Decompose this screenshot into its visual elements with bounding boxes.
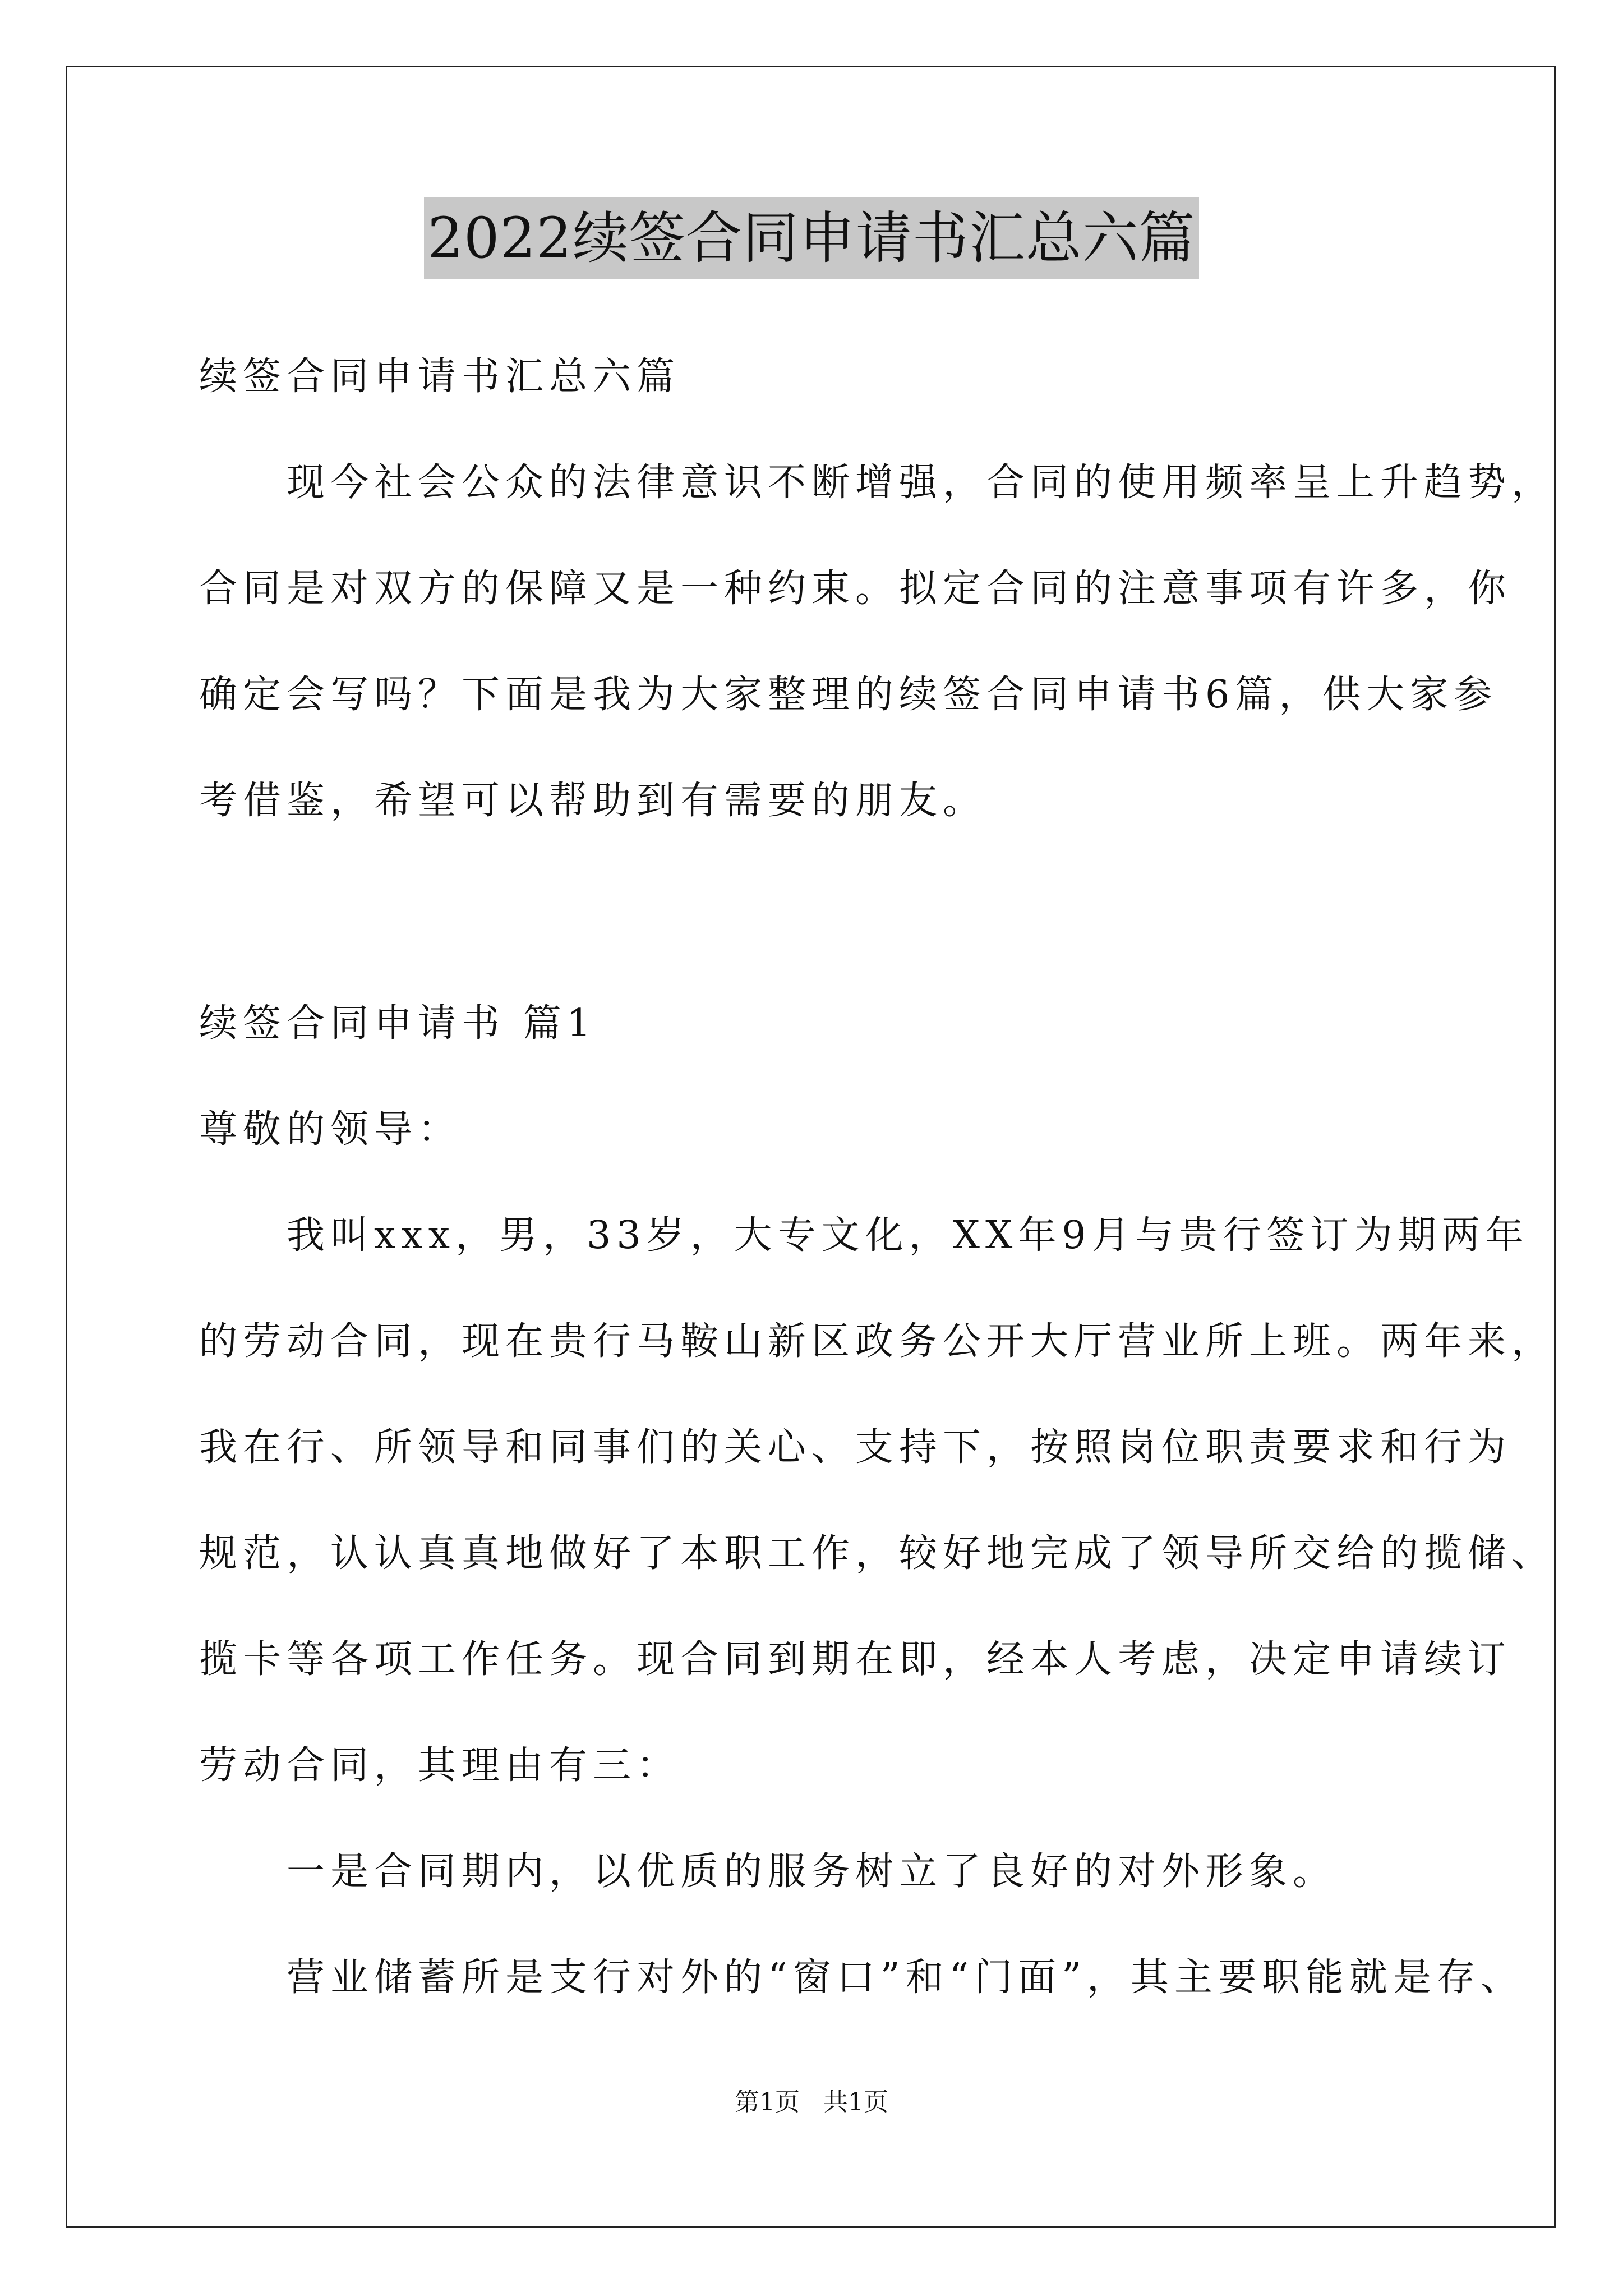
- body-line: 揽卡等各项工作任务。现合同到期在即，经本人考虑，决定申请续订: [199, 1637, 1512, 1682]
- title-container: [0, 197, 1623, 279]
- section-heading: 续签合同申请书 篇1: [199, 1001, 597, 1046]
- body-line: 的劳动合同，现在贵行马鞍山新区政务公开大厅营业所上班。两年来，: [199, 1319, 1556, 1364]
- body-line: 考借鉴，希望可以帮助到有需要的朋友。: [199, 779, 987, 823]
- page-number-footer: 第1页 共1页: [735, 2088, 888, 2116]
- body-line: 一是合同期内，以优质的服务树立了良好的对外形象。: [199, 1849, 1337, 1894]
- salutation: 尊敬的领导：: [199, 1107, 462, 1152]
- body-line: 合同是对双方的保障又是一种约束。拟定合同的注意事项有许多，你: [199, 567, 1512, 611]
- body-line: 规范，认认真真地做好了本职工作，较好地完成了领导所交给的揽储、: [199, 1531, 1556, 1576]
- document-title: 2022续签合同申请书汇总六篇: [424, 197, 1199, 279]
- body-line: 我叫xxx，男，33岁，大专文化，XX年9月与贵行签订为期两年: [199, 1213, 1529, 1258]
- body-line: 营业储蓄所是支行对外的“窗口”和“门面”，其主要职能就是存、: [199, 1955, 1525, 2000]
- body-line: 我在行、所领导和同事们的关心、支持下，按照岗位职责要求和行为: [199, 1425, 1512, 1470]
- body-line: 确定会写吗？下面是我为大家整理的续签合同申请书6篇，供大家参: [199, 673, 1498, 717]
- body-line: 现今社会公众的法律意识不断增强，合同的使用频率呈上升趋势，: [199, 461, 1556, 505]
- body-line: 劳动合同，其理由有三：: [199, 1743, 681, 1788]
- subtitle-line: 续签合同申请书汇总六篇: [199, 355, 681, 399]
